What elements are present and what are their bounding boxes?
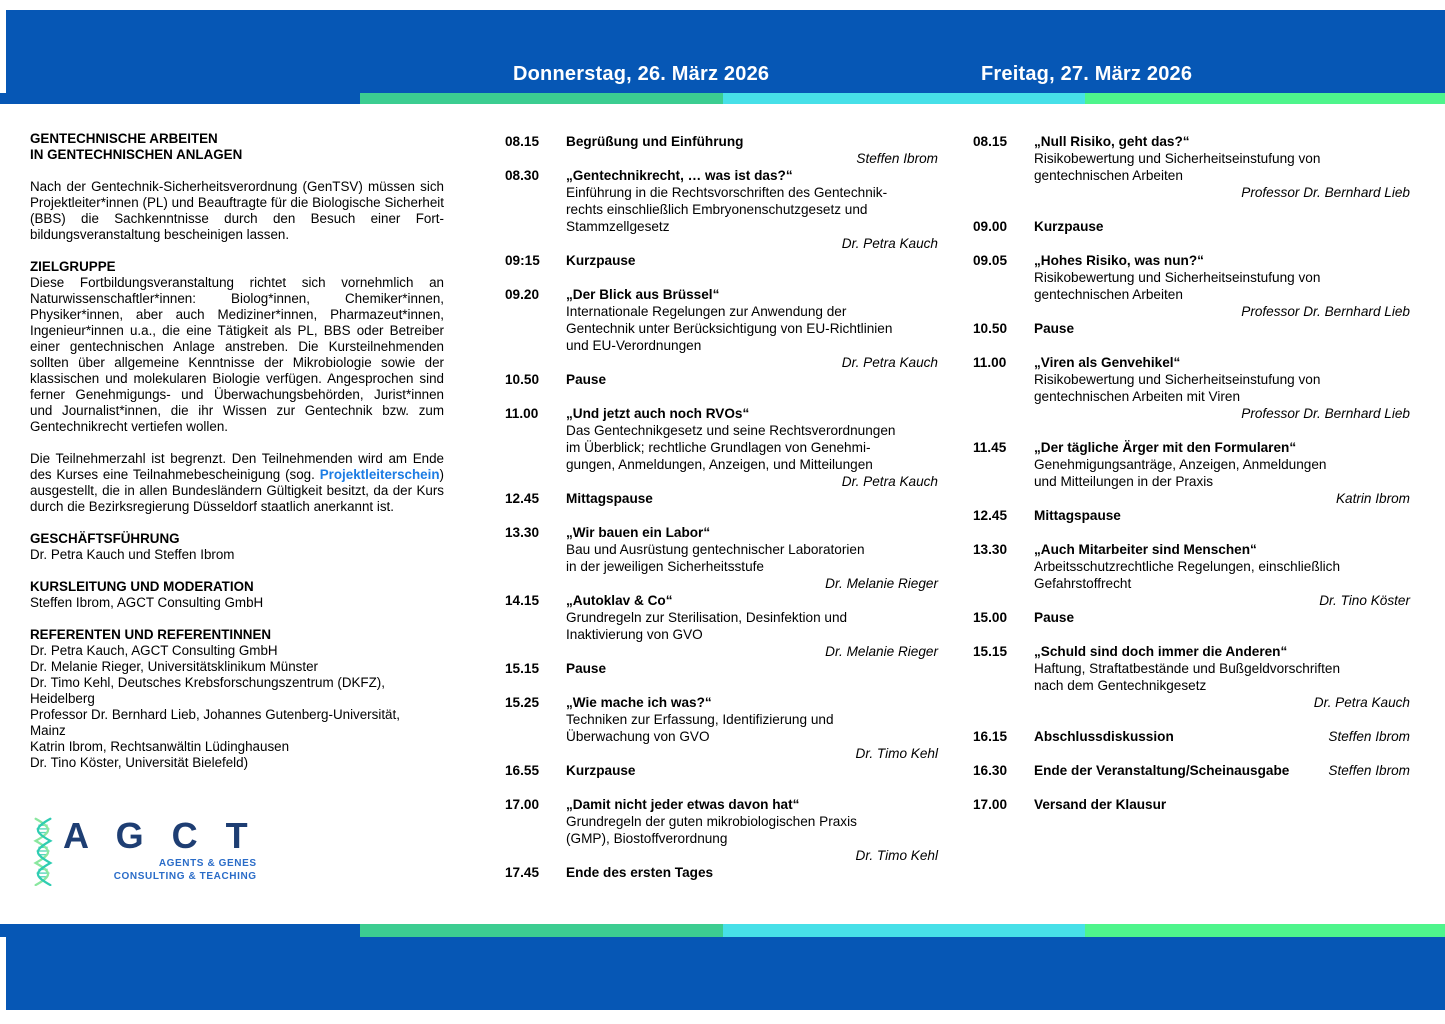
text-line: Mainz xyxy=(30,723,66,738)
session-title: „Wir bauen ein Labor“ xyxy=(566,525,711,540)
geschaeftsfuehrung-names xyxy=(30,547,444,563)
session-description-line: und Mitteilungen in der Praxis xyxy=(1034,474,1214,489)
schedule-item xyxy=(505,490,938,507)
referenten-heading: REFERENTEN UND REFERENTINNEN xyxy=(30,627,272,642)
session-content xyxy=(1034,354,1410,422)
session-speaker: Katrin Ibrom xyxy=(1335,491,1410,506)
session-description-line: und EU-Verordnungen xyxy=(566,338,702,353)
kursleitung-heading: KURSLEITUNG UND MODERATION xyxy=(30,579,254,594)
session-content xyxy=(1034,541,1410,609)
session-description-line: Arbeitsschutzrechtliche Regelungen, einschließlich xyxy=(1034,559,1341,574)
session-content xyxy=(1034,762,1410,779)
strip-segment-bright-green xyxy=(1085,924,1445,937)
schedule-item xyxy=(973,609,1410,626)
zielgruppe-paragraph xyxy=(30,275,444,435)
text-line: Physiker*innen, aber auch Mediziner*innen, Pharmazeut*innen, xyxy=(30,307,444,322)
agct-logo-subtitle-line1: AGENTS & GENES xyxy=(158,858,257,869)
geschaeftsfuehrung-heading: GESCHÄFTSFÜHRUNG xyxy=(30,531,180,546)
schedule-item xyxy=(973,252,1410,320)
schedule-item xyxy=(973,218,1410,235)
schedule-time: 12.45 xyxy=(973,508,1008,523)
session-description-line: rechts einschließlich Embryonenschutzgesetz und xyxy=(566,202,868,217)
schedule-item xyxy=(973,796,1410,813)
schedule-time: 17.00 xyxy=(973,797,1008,812)
session-title: „Schuld sind doch immer die Anderen“ xyxy=(1034,644,1288,659)
session-content xyxy=(566,592,938,660)
text-line: Ingenieur*innen u.a., die eine Tätigkeit als PL, BBS oder Betreiber xyxy=(30,323,444,338)
session-speaker: Dr. Melanie Rieger xyxy=(825,644,938,659)
schedule-item xyxy=(505,694,938,762)
kursleitung-names xyxy=(30,595,444,611)
strip-segment-blue xyxy=(0,924,360,937)
session-title: Kurzpause xyxy=(566,763,636,778)
schedule-time: 11.00 xyxy=(973,355,1007,370)
schedule-time: 14.15 xyxy=(505,593,540,608)
session-content xyxy=(566,796,938,864)
text-line: Diese Fortbildungsveranstaltung richtet sich vornehmlich an xyxy=(30,275,444,290)
strip-segment-cyan xyxy=(723,924,1085,937)
text-line: ausgestellt, die in allen Bundesländern Gültigkeit besitzt, da der Kurs xyxy=(30,483,444,498)
schedule-item xyxy=(973,728,1410,745)
schedule-item xyxy=(505,286,938,371)
top-color-strip xyxy=(0,93,1445,104)
session-description-line: Risikobewertung und Sicherheitseinstufung von xyxy=(1034,372,1321,387)
agct-logo-subtitle-line2: CONSULTING & TEACHING xyxy=(113,871,257,882)
schedule-item xyxy=(505,405,938,490)
session-title-row xyxy=(1034,762,1410,779)
session-content xyxy=(1034,796,1410,813)
schedule-time: 15.15 xyxy=(973,644,1008,659)
session-content xyxy=(1034,507,1410,524)
strip-segment-bright-green xyxy=(1085,93,1445,104)
session-description-line: Überwachung von GVO xyxy=(566,729,710,744)
schedule-item xyxy=(505,371,938,388)
session-title: Ende des ersten Tages xyxy=(566,865,714,880)
session-title: „Der Blick aus Brüssel“ xyxy=(566,287,720,302)
session-speaker: Steffen Ibrom xyxy=(1328,729,1410,744)
session-content xyxy=(1034,728,1410,745)
schedule-day1-column xyxy=(505,133,938,881)
schedule-item xyxy=(973,643,1410,711)
text-line: des Kurses eine Teilnahmebescheinigung (sog. Projektleiterschein) xyxy=(30,467,444,482)
zielgruppe-heading: ZIELGRUPPE xyxy=(30,259,116,274)
agct-logo xyxy=(28,816,257,886)
session-content xyxy=(566,252,938,269)
referenten-names xyxy=(30,643,444,771)
text-line: Die Teilnehmerzahl ist begrenzt. Den Teilnehmenden wird am Ende xyxy=(30,451,444,466)
session-speaker: Dr. Timo Kehl xyxy=(855,746,938,761)
session-speaker: Dr. Tino Köster xyxy=(1319,593,1410,608)
schedule-item xyxy=(505,762,938,779)
session-content xyxy=(566,694,938,762)
session-content xyxy=(566,167,938,252)
schedule-time: 09:15 xyxy=(505,253,540,268)
session-speaker: Professor Dr. Bernhard Lieb xyxy=(1241,304,1410,319)
session-description-line: gentechnischen Arbeiten xyxy=(1034,287,1183,302)
schedule-item xyxy=(973,354,1410,422)
session-description-line: Gefahrstoffrecht xyxy=(1034,576,1132,591)
session-title: „Null Risiko, geht das?“ xyxy=(1034,134,1190,149)
text-line: Steffen Ibrom, AGCT Consulting GmbH xyxy=(30,595,264,610)
text-line: Nach der Gentechnik-Sicherheitsverordnung (GenTSV) müssen sich xyxy=(30,179,444,194)
spacer xyxy=(30,435,444,451)
session-speaker: Dr. Petra Kauch xyxy=(841,474,938,489)
schedule-item xyxy=(505,167,938,252)
session-content xyxy=(1034,643,1410,711)
session-description-line: im Überblick; rechtliche Grundlagen von Genehmi- xyxy=(566,440,871,455)
text-line: einer gentechnischen Anlage anstreben. Die Kursteilnehmenden xyxy=(30,339,444,354)
spacer xyxy=(30,163,444,179)
session-description-line: Das Gentechnikgesetz und seine Rechtsverordnungen xyxy=(566,423,896,438)
session-content xyxy=(566,286,938,371)
session-title: Pause xyxy=(1034,321,1075,336)
session-content xyxy=(566,133,938,167)
session-title: „Wie mache ich was?“ xyxy=(566,695,712,710)
session-title: Kurzpause xyxy=(566,253,636,268)
session-title: Abschlussdiskussion xyxy=(1034,729,1174,744)
text-line: Dr. Tino Köster, Universität Bielefeld) xyxy=(30,755,249,770)
session-speaker: Dr. Melanie Rieger xyxy=(825,576,938,591)
schedule-item xyxy=(505,524,938,592)
session-speaker: Dr. Timo Kehl xyxy=(855,848,938,863)
session-title: Mittagspause xyxy=(1034,508,1121,523)
text-line: bildungsveranstaltung bescheinigen lassen. xyxy=(30,227,290,242)
schedule-time: 12.45 xyxy=(505,491,540,506)
schedule-item xyxy=(973,762,1410,779)
session-speaker: Professor Dr. Bernhard Lieb xyxy=(1241,185,1410,200)
text-line: Professor Dr. Bernhard Lieb, Johannes Gutenberg-Universität, xyxy=(30,707,400,722)
session-speaker: Professor Dr. Bernhard Lieb xyxy=(1241,406,1410,421)
course-title xyxy=(30,131,444,163)
session-description-line: (GMP), Biostoffverordnung xyxy=(566,831,728,846)
schedule-time: 09.05 xyxy=(973,253,1008,268)
session-title: „Hohes Risiko, was nun?“ xyxy=(1034,253,1204,268)
session-content xyxy=(566,371,938,388)
schedule-item xyxy=(973,439,1410,507)
schedule-time: 16.15 xyxy=(973,729,1008,744)
session-title: „Damit nicht jeder etwas davon hat“ xyxy=(566,797,800,812)
session-title: Pause xyxy=(566,661,607,676)
strip-segment-cyan xyxy=(723,93,1085,104)
strip-segment-green xyxy=(360,93,723,104)
session-title: „Viren als Genvehikel“ xyxy=(1034,355,1181,370)
session-content xyxy=(1034,218,1410,235)
session-content xyxy=(1034,609,1410,626)
schedule-time: 08.15 xyxy=(973,134,1008,149)
session-description-line: Bau und Ausrüstung gentechnischer Laboratorien xyxy=(566,542,865,557)
schedule-time: 17.45 xyxy=(505,865,540,880)
text-line: Dr. Timo Kehl, Deutsches Krebsforschungszentrum (DKFZ), xyxy=(30,675,385,690)
schedule-item xyxy=(973,541,1410,609)
session-description-line: gentechnischen Arbeiten xyxy=(1034,168,1183,183)
text-line: klassischen und molekularen Biologie verfügen. Angesprochen sind xyxy=(30,371,444,386)
session-content xyxy=(566,864,938,881)
spacer xyxy=(30,515,444,531)
schedule-time: 08.15 xyxy=(505,134,540,149)
certificate-paragraph xyxy=(30,451,444,515)
schedule-time: 10.50 xyxy=(973,321,1008,336)
session-description-line: Haftung, Straftatbestände und Bußgeldvorschriften xyxy=(1034,661,1341,676)
course-title-line: IN GENTECHNISCHEN ANLAGEN xyxy=(30,147,243,162)
schedule-time: 15.00 xyxy=(973,610,1008,625)
session-title: „Auch Mitarbeiter sind Menschen“ xyxy=(1034,542,1257,557)
schedule-item xyxy=(505,133,938,167)
session-content xyxy=(566,660,938,677)
schedule-time: 09.00 xyxy=(973,219,1008,234)
footer-bar xyxy=(6,937,1445,1010)
schedule-time: 08.30 xyxy=(505,168,540,183)
text-line: (BBS) die Sachkenntnisse durch den Besuch einer Fort- xyxy=(30,211,444,226)
schedule-time: 10.50 xyxy=(505,372,540,387)
schedule-time: 17.00 xyxy=(505,797,540,812)
strip-segment-green xyxy=(360,924,723,937)
session-description-line: Risikobewertung und Sicherheitseinstufung von xyxy=(1034,270,1321,285)
session-speaker: Dr. Petra Kauch xyxy=(841,236,938,251)
schedule-item xyxy=(505,252,938,269)
session-title: Begrüßung und Einführung xyxy=(566,134,744,149)
schedule-time: 11.45 xyxy=(973,440,1007,455)
text-line: Dr. Petra Kauch und Steffen Ibrom xyxy=(30,547,235,562)
spacer xyxy=(30,563,444,579)
session-title: „Autoklav & Co“ xyxy=(566,593,673,608)
session-description-line: Risikobewertung und Sicherheitseinstufung von xyxy=(1034,151,1321,166)
session-content xyxy=(566,405,938,490)
agct-logo-letters: A G C T xyxy=(63,815,257,856)
session-title: „Gentechnikrecht, … was ist das?“ xyxy=(566,168,793,183)
session-description-line: nach dem Gentechnikgesetz xyxy=(1034,678,1207,693)
session-content xyxy=(566,490,938,507)
schedule-time: 13.30 xyxy=(505,525,540,540)
text-line: Katrin Ibrom, Rechtsanwältin Lüdinghausen xyxy=(30,739,290,754)
text-line: Heidelberg xyxy=(30,691,95,706)
session-speaker: Dr. Petra Kauch xyxy=(841,355,938,370)
session-title: Pause xyxy=(1034,610,1075,625)
text-line: sollten über allgemeine Kenntnisse der Mikrobiologie sowie der xyxy=(30,355,444,370)
session-description-line: Einführung in die Rechtsvorschriften des Gentechnik- xyxy=(566,185,888,200)
agct-logo-subtitle xyxy=(63,857,257,883)
session-content xyxy=(1034,320,1410,337)
schedule-item xyxy=(973,133,1410,201)
session-description-line: Genehmigungsanträge, Anzeigen, Anmeldungen xyxy=(1034,457,1327,472)
session-content xyxy=(1034,133,1410,201)
text-line: Naturwissenschaftler*innen: Biolog*innen, Chemiker*innen, xyxy=(30,291,444,306)
bottom-color-strip xyxy=(0,924,1445,937)
session-content xyxy=(1034,252,1410,320)
text-line: Dr. Melanie Rieger, Universitätsklinikum Münster xyxy=(30,659,318,674)
schedule-time: 15.25 xyxy=(505,695,540,710)
schedule-item xyxy=(973,320,1410,337)
session-content xyxy=(566,524,938,592)
session-description-line: gungen, Anmeldungen, Anzeigen, und Mitteilungen xyxy=(566,457,873,472)
session-title: Pause xyxy=(566,372,607,387)
session-speaker: Steffen Ibrom xyxy=(1328,763,1410,778)
schedule-time: 15.15 xyxy=(505,661,540,676)
spacer xyxy=(30,611,444,627)
intro-paragraph xyxy=(30,179,444,243)
schedule-item xyxy=(505,796,938,864)
session-title: „Der tägliche Ärger mit den Formularen“ xyxy=(1034,440,1297,455)
text-line: ferner Genehmigungs- und Überwachungsbehörden, Jurist*innen xyxy=(30,387,444,402)
agct-logo-text xyxy=(63,816,257,883)
text-line: Projektleiter*innen (PL) und Beauftragte für die Biologische Sicherheit xyxy=(30,195,444,210)
spacer xyxy=(30,243,444,259)
text-line: Dr. Petra Kauch, AGCT Consulting GmbH xyxy=(30,643,278,658)
text-line: Gentechnikrecht vertiefen wollen. xyxy=(30,419,228,434)
session-description-line: Techniken zur Erfassung, Identifizierung und xyxy=(566,712,834,727)
schedule-time: 16.30 xyxy=(973,763,1008,778)
session-description-line: Stammzellgesetz xyxy=(566,219,670,234)
session-description-line: in der jeweiligen Sicherheitsstufe xyxy=(566,559,764,574)
session-speaker: Dr. Petra Kauch xyxy=(1313,695,1410,710)
schedule-time: 11.00 xyxy=(505,406,539,421)
session-description-line: Gentechnik unter Berücksichtigung von EU-Richtlinien xyxy=(566,321,893,336)
info-column xyxy=(30,131,444,771)
session-title: Versand der Klausur xyxy=(1034,797,1167,812)
session-description-line: gentechnischen Arbeiten mit Viren xyxy=(1034,389,1241,404)
schedule-item xyxy=(505,660,938,677)
session-title: Kurzpause xyxy=(1034,219,1104,234)
session-title: „Und jetzt auch noch RVOs“ xyxy=(566,406,750,421)
header-date-day1: Donnerstag, 26. März 2026 xyxy=(513,63,770,85)
schedule-item xyxy=(505,592,938,660)
session-description-line: Inaktivierung von GVO xyxy=(566,627,703,642)
schedule-time: 16.55 xyxy=(505,763,540,778)
session-content xyxy=(1034,439,1410,507)
session-title: Ende der Veranstaltung/Scheinausgabe xyxy=(1034,763,1290,778)
session-title-row xyxy=(1034,728,1410,745)
session-description-line: Grundregeln zur Sterilisation, Desinfektion und xyxy=(566,610,848,625)
text-line: durch die Bezirksregierung Düsseldorf staatlich anerkannt ist. xyxy=(30,499,394,514)
schedule-time: 09.20 xyxy=(505,287,540,302)
text-line: und Journalist*innen, die ihr Wissen zur Gentechnik bzw. zum xyxy=(30,403,444,418)
dna-helix-icon xyxy=(28,816,58,886)
strip-segment-blue xyxy=(0,93,360,104)
header-date-day2: Freitag, 27. März 2026 xyxy=(981,63,1193,85)
schedule-time: 13.30 xyxy=(973,542,1008,557)
projektleiterschein-link[interactable]: Projektleiterschein xyxy=(319,467,440,482)
session-description-line: Internationale Regelungen zur Anwendung der xyxy=(566,304,847,319)
schedule-day2-column xyxy=(973,133,1410,813)
session-description-line: Grundregeln der guten mikrobiologischen Praxis xyxy=(566,814,857,829)
session-title: Mittagspause xyxy=(566,491,653,506)
course-title-line: GENTECHNISCHE ARBEITEN xyxy=(30,131,218,146)
session-content xyxy=(566,762,938,779)
schedule-item xyxy=(505,864,938,881)
session-speaker: Steffen Ibrom xyxy=(856,151,938,166)
schedule-item xyxy=(973,507,1410,524)
